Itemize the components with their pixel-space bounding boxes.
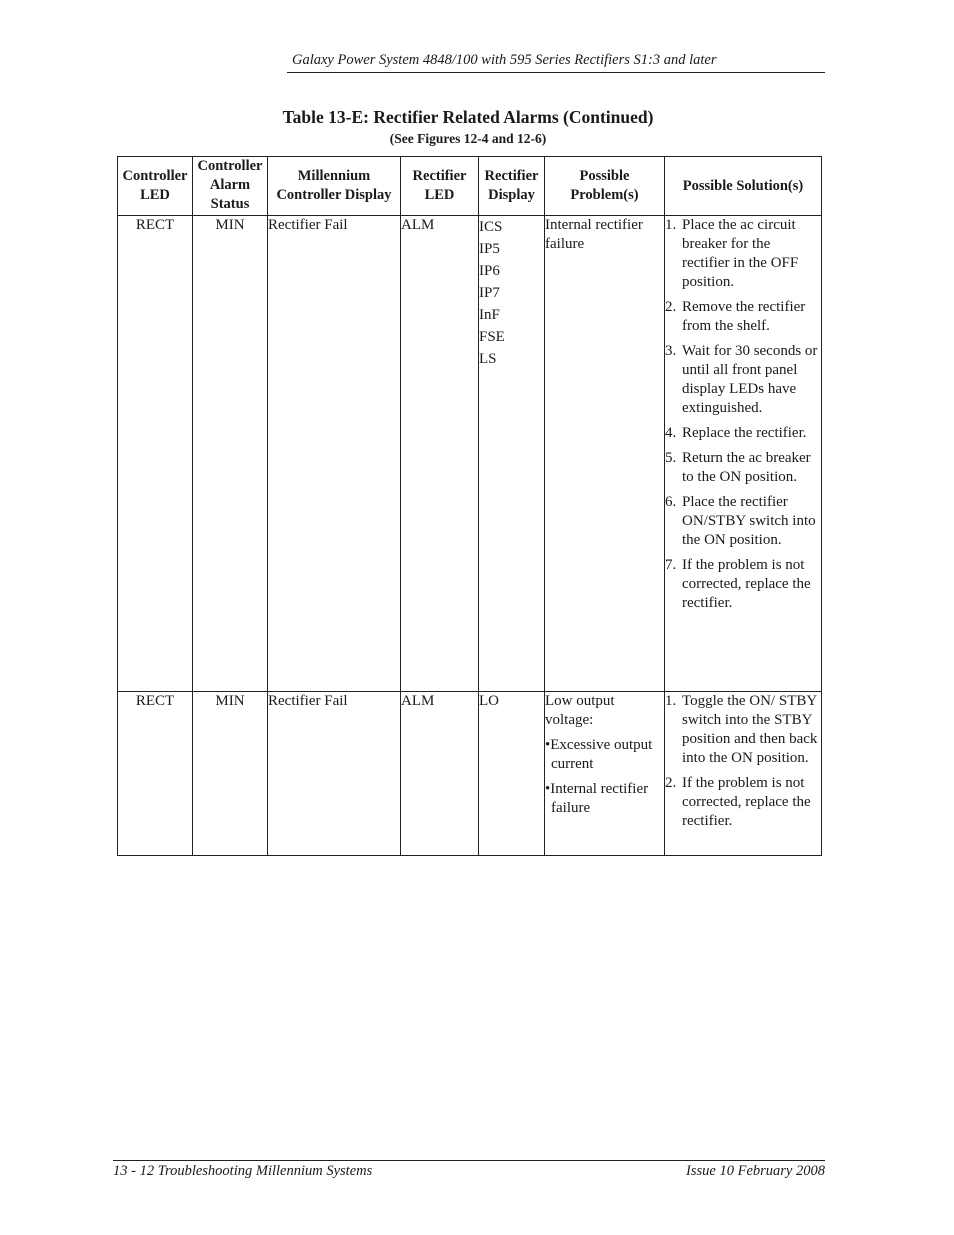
solution-step: 5. Return the ac breaker to the ON position. — [665, 450, 811, 485]
solution-steps — [665, 216, 821, 613]
col-header-possible-problems — [545, 157, 665, 216]
header-rule — [287, 72, 825, 73]
cell-rectifier-display: LO — [479, 692, 545, 856]
table-header-row — [118, 157, 822, 216]
solution-step: 1. Place the ac circuit breaker for the rectifier in the OFF position. — [665, 217, 799, 290]
col-header-line: Controller — [122, 168, 188, 184]
table-row — [118, 216, 822, 692]
col-header-millennium-display — [268, 157, 401, 216]
display-code: FSE — [479, 329, 505, 345]
solution-step: 7. If the problem is not corrected, replace the rectifier. — [665, 557, 811, 611]
footer-page-section: 13 - 12 Troubleshooting Millennium Systems — [113, 1163, 373, 1179]
cell-millennium-display: Rectifier Fail — [268, 216, 401, 692]
cell-alarm-status: MIN — [193, 692, 268, 856]
solution-step: 4. Replace the rectifier. — [665, 425, 807, 441]
display-code: LS — [479, 351, 497, 367]
problem-bullet: •Internal rectifier failure — [545, 781, 649, 816]
col-header-line: Controller — [197, 158, 263, 174]
display-code: IP7 — [479, 285, 500, 301]
alarms-table — [117, 156, 822, 856]
cell-possible-problem: Internal rectifier failure — [545, 216, 665, 692]
cell-possible-solutions — [665, 692, 822, 856]
col-header-line: Controller Display — [276, 187, 392, 203]
footer-issue-date: Issue 10 February 2008 — [686, 1163, 825, 1179]
table-subtitle: (See Figures 12-4 and 12-6) — [389, 131, 547, 146]
cell-controller-led: RECT — [118, 216, 193, 692]
cell-millennium-display: Rectifier Fail — [268, 692, 401, 856]
solution-step: 2. Remove the rectifier from the shelf. — [665, 299, 806, 334]
col-header-possible-solutions: Possible Solution(s) — [665, 157, 822, 216]
cell-alarm-status: MIN — [193, 216, 268, 692]
col-header-rectifier-led — [401, 157, 479, 216]
col-header-line: Display — [488, 187, 535, 203]
col-header-line: Problem(s) — [570, 187, 639, 203]
col-header-line: LED — [424, 187, 455, 203]
solution-step: 1. Toggle the ON/ STBY switch into the STBY position and then back into the ON position. — [665, 693, 818, 766]
col-header-line: Rectifier — [484, 168, 539, 184]
col-header-controller-alarm-status — [193, 157, 268, 216]
col-header-line: LED — [140, 187, 170, 203]
col-header-controller-led — [118, 157, 193, 216]
solution-step: 3. Wait for 30 seconds or until all front panel display LEDs have extinguished. — [665, 343, 818, 416]
cell-possible-solutions — [665, 216, 822, 692]
solution-steps — [665, 692, 821, 831]
cell-rectifier-display — [479, 216, 545, 692]
display-code: IP5 — [479, 241, 500, 257]
cell-rectifier-led: ALM — [401, 216, 479, 692]
cell-possible-problem — [545, 692, 665, 856]
problem-text: Low output voltage: — [545, 693, 615, 728]
col-header-line: Rectifier — [412, 168, 467, 184]
cell-rectifier-led: ALM — [401, 692, 479, 856]
footer-rule — [113, 1160, 825, 1161]
col-header-line: Millennium — [297, 168, 371, 184]
display-code: ICS — [479, 219, 503, 235]
running-header: Galaxy Power System 4848/100 with 595 Series Rectifiers S1:3 and later — [292, 52, 717, 68]
solution-step: 6. Place the rectifier ON/STBY switch into the ON position. — [665, 494, 816, 548]
col-header-rectifier-display — [479, 157, 545, 216]
problem-bullet: •Excessive output current — [545, 737, 653, 772]
display-code: IP6 — [479, 263, 500, 279]
col-header-line: Alarm — [209, 177, 251, 193]
col-header-line: Status — [210, 196, 250, 212]
col-header-line: Possible — [579, 168, 630, 184]
cell-controller-led: RECT — [118, 692, 193, 856]
solution-step: 2. If the problem is not corrected, replace the rectifier. — [665, 775, 811, 829]
table-row — [118, 692, 822, 856]
table-title: Table 13-E: Rectifier Related Alarms (Continued) — [282, 107, 654, 127]
display-code: InF — [479, 307, 500, 323]
